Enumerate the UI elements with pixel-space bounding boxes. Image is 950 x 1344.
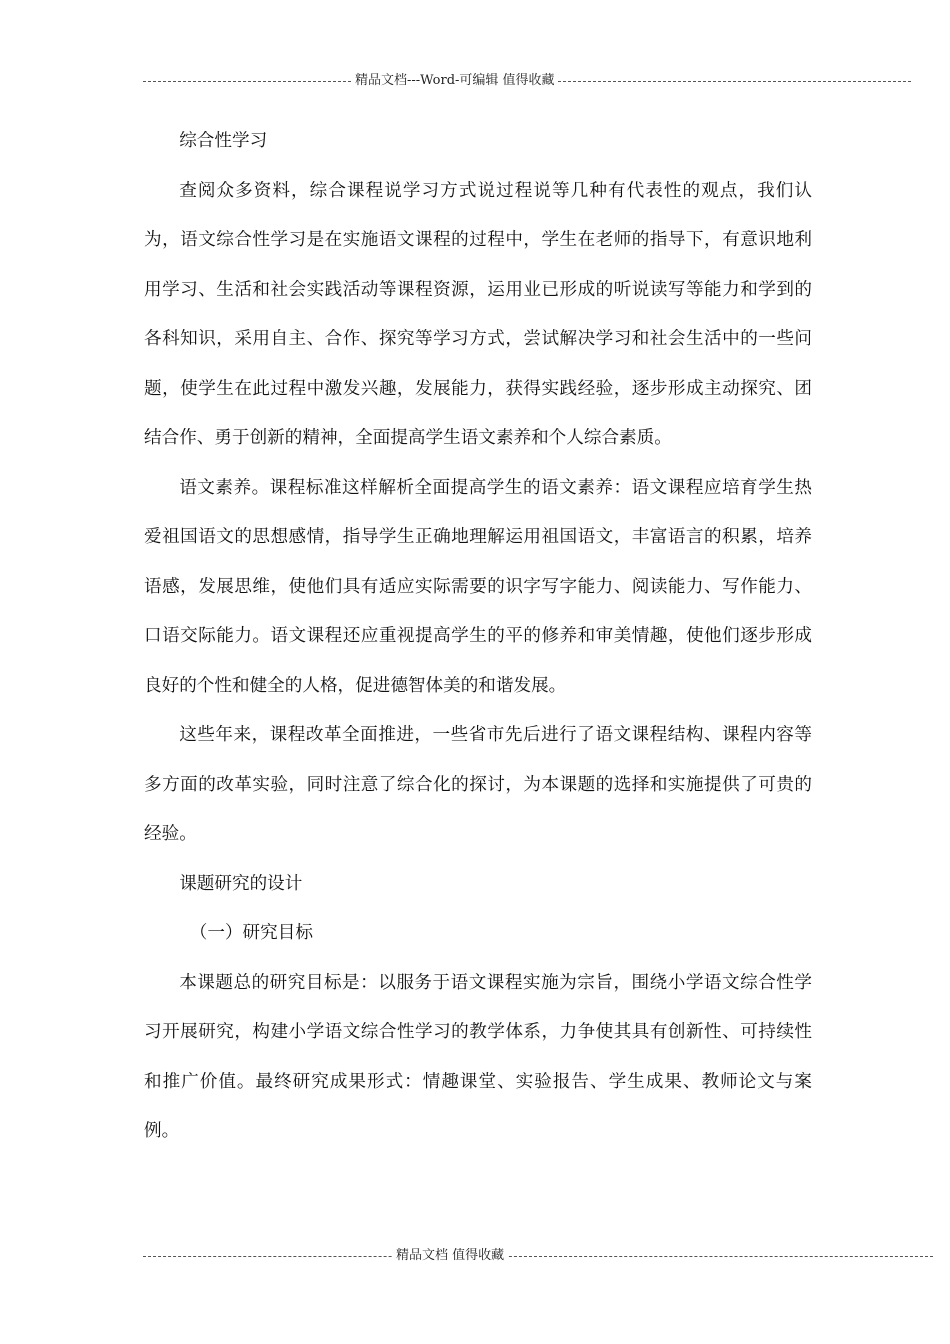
paragraph-reform: 这些年来，课程改革全面推进，一些省市先后进行了语文课程结构、课程内容等多方面的改革实验，同时注意了综合化的探讨，为本课题的选择和实施提供了可贵的经验。 — [144, 725, 812, 844]
footer-divider — [143, 1256, 933, 1257]
header-text: 精品文档---Word-可编辑 值得收藏 — [352, 73, 558, 89]
subheading-research-goals: （一）研究目标 — [189, 923, 313, 943]
footer-text: 精品文档 值得收藏 — [393, 1248, 507, 1264]
section-heading-comprehensive-learning: 综合性学习 — [179, 131, 268, 151]
paragraph-literacy: 语文素养。课程标准这样解析全面提高学生的语文素养：语文课程应培育学生热爱祖国语文的思想感情，指导学生正确地理解运用祖国语文，丰富语言的积累，培养语感，发展思维，使他们具有适应实际需要的识字写字能力、阅读能力、写作能力、口语交际能力。语文课程还应重视提高学生的平的修养和审美情趣，使他们逐步形成良好的个性和健全的人格，促进德智体美的和谐发展。 — [144, 477, 812, 696]
paragraph-research-goals: 本课题总的研究目标是：以服务于语文课程实施为宗旨，围绕小学语文综合性学习开展研究，构建小学语文综合性学习的教学体系，力争使其具有创新性、可持续性和推广价值。最终研究成果形式：情趣课堂、实验报告、学生成果、教师论文与案例。 — [144, 972, 812, 1141]
paragraph-definition: 查阅众多资料，综合课程说学习方式说过程说等几种有代表性的观点，我们认为，语文综合性学习是在实施语文课程的过程中，学生在老师的指导下，有意识地利用学习、生活和社会实践活动等课程资源，运用业已形成的听说读写等能力和学到的各科知识，采用自主、合作、探究等学习方式，尝试解决学习和社会生活中的一些问题，使学生在此过程中激发兴趣，发展能力，获得实践经验，逐步形成主动探究、团结合作、勇于创新的精神，全面提高学生语文素养和个人综合素质。 — [144, 180, 812, 448]
document-body — [144, 117, 812, 1157]
section-heading-research-design: 课题研究的设计 — [179, 873, 303, 894]
